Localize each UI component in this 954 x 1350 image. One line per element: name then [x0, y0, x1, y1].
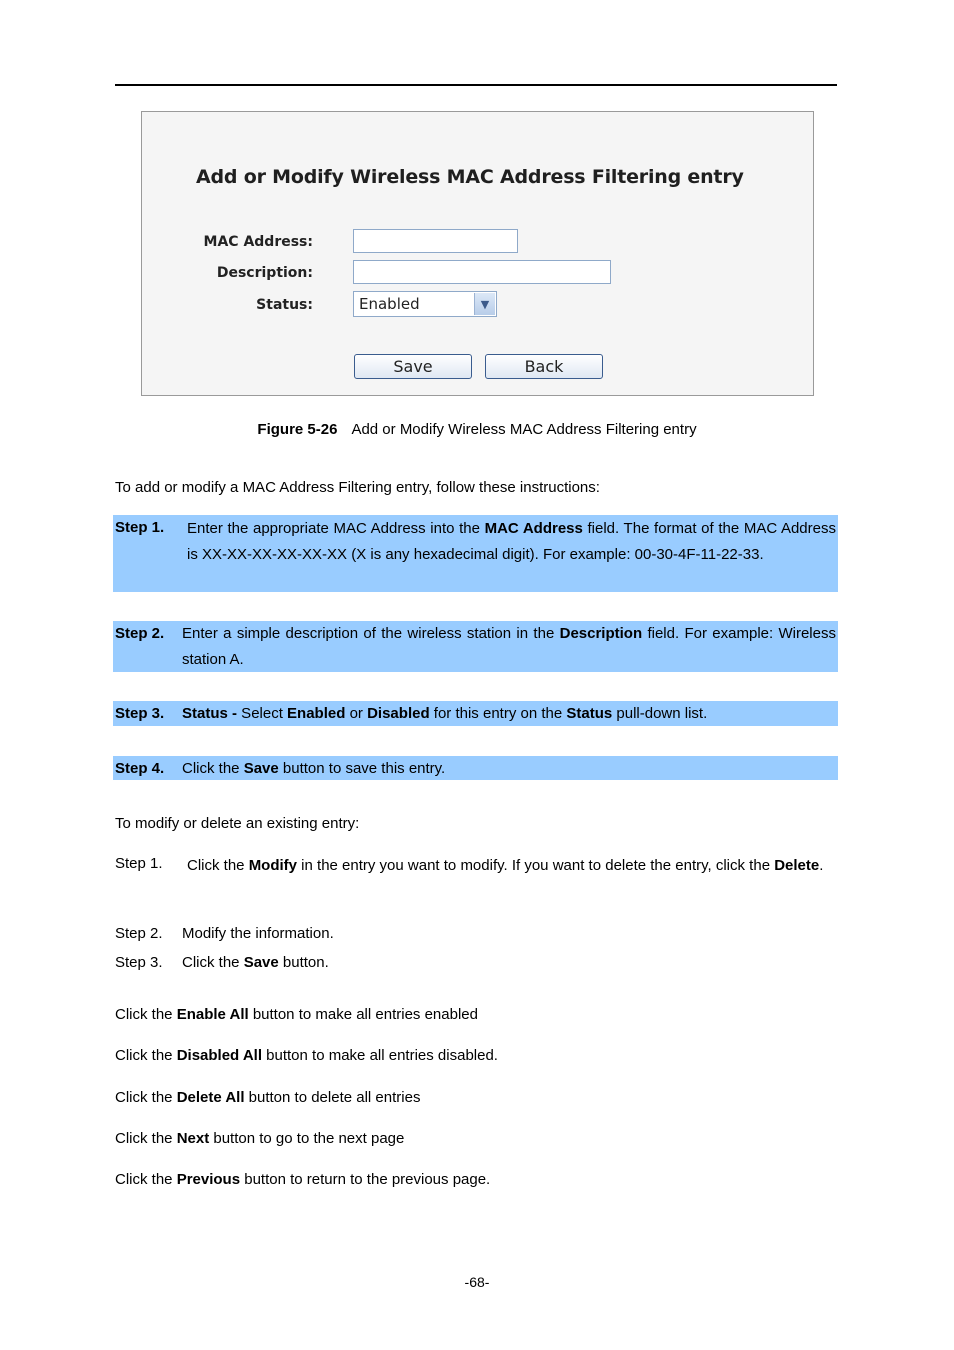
text-run: in the entry you want to modify. If you want to delete the entry, click the: [297, 857, 775, 874]
text-run: or: [345, 705, 368, 722]
bold-run: Description: [559, 625, 643, 642]
text-run: button to go to the next page: [209, 1130, 405, 1147]
status-select[interactable]: [353, 291, 497, 317]
text-run: Click the: [115, 1130, 177, 1147]
help-delete-all: [115, 1088, 420, 1108]
text-run: Enter a simple description of the wireless station in the: [182, 625, 560, 642]
bold-run: Enable All: [176, 1006, 249, 1023]
text-run: Click the: [115, 1006, 177, 1023]
text-run: Click the: [182, 954, 244, 971]
step-2-label: Step 2.: [115, 625, 165, 642]
bold-run: Disabled All: [176, 1047, 262, 1064]
status-select-value: Enabled: [359, 295, 420, 313]
modify-step-3: [0, 954, 954, 976]
step-4-box: [113, 756, 838, 780]
bold-run: Next: [176, 1130, 210, 1147]
text-run: Enter the appropriate MAC Address into the: [187, 520, 485, 537]
modify-step-1-label: Step 1.: [115, 855, 163, 872]
step-1-text: [187, 516, 836, 568]
text-run: Click the: [115, 1047, 177, 1064]
figure-screenshot: [141, 111, 814, 396]
bold-run: Status -: [182, 705, 238, 722]
step-1-label: Step 1.: [115, 519, 165, 536]
text-run: button to return to the previous page.: [240, 1171, 491, 1188]
bold-run: Delete: [774, 857, 820, 874]
text-run: Select: [237, 705, 288, 722]
bold-run: Previous: [176, 1171, 241, 1188]
page-number: -68-: [464, 1274, 490, 1290]
step-3-text: [182, 701, 836, 727]
intro-paragraph: To add or modify a MAC Address Filtering entry, follow these instructions:: [115, 479, 600, 496]
text-run: button to delete all entries: [244, 1089, 421, 1106]
step-2-text: [182, 621, 836, 673]
figure-caption-text: Add or Modify Wireless MAC Address Filtering entry: [351, 421, 697, 438]
modify-step-1-text: [187, 851, 836, 880]
save-button[interactable]: Save: [354, 354, 472, 379]
bold-run: Enabled: [287, 705, 346, 722]
step-1-box: [113, 515, 838, 592]
bold-run: MAC Address: [484, 520, 583, 537]
text-run: field. The format of the MAC Address is XX-XX-XX-XX-XX-XX (X is any hexadecimal digit). For example: 00-30-4F-11-22-33.: [187, 520, 836, 563]
modify-step-2-text: Modify the information.: [182, 925, 334, 942]
step-4-label: Step 4.: [115, 760, 165, 777]
text-run: button to make all entries enabled: [248, 1006, 478, 1023]
step-3-box: [113, 701, 838, 726]
mac-address-input[interactable]: [353, 229, 518, 253]
back-button[interactable]: Back: [485, 354, 603, 379]
modify-intro: To modify or delete an existing entry:: [115, 815, 360, 832]
description-label: Description:: [216, 265, 313, 281]
header-rule: [115, 84, 837, 86]
bold-run: Disabled: [367, 705, 430, 722]
text-run: Click the: [115, 1089, 177, 1106]
modify-step-1: [0, 851, 954, 911]
text-run: button to save this entry.: [278, 760, 446, 777]
figure-caption: [0, 421, 954, 438]
step-3-label: Step 3.: [115, 705, 165, 722]
step-4-text: [182, 756, 836, 782]
bold-run: Save: [243, 954, 279, 971]
text-run: for this entry on the: [429, 705, 567, 722]
figure-title: Add or Modify Wireless MAC Address Filtering entry: [196, 166, 744, 188]
modify-step-2: [0, 925, 954, 947]
text-run: button to make all entries disabled.: [262, 1047, 498, 1064]
text-run: Click the: [182, 760, 244, 777]
text-run: field. For example: Wireless station A.: [182, 625, 836, 668]
text-run: .: [819, 857, 824, 874]
bold-run: Modify: [248, 857, 298, 874]
modify-step-3-label: Step 3.: [115, 954, 163, 971]
help-previous: [115, 1170, 490, 1190]
mac-address-label: MAC Address:: [203, 234, 313, 250]
status-label: Status:: [256, 297, 313, 313]
text-run: button.: [278, 954, 329, 971]
step-2-box: [113, 621, 838, 672]
modify-step-2-label: Step 2.: [115, 925, 163, 942]
help-next: [115, 1129, 404, 1149]
help-disabled-all: [115, 1046, 498, 1066]
figure-number: Figure 5-26: [257, 421, 338, 438]
text-run: Click the: [187, 857, 249, 874]
description-input[interactable]: [353, 260, 611, 284]
bold-run: Delete All: [176, 1089, 245, 1106]
text-run: pull-down list.: [612, 705, 708, 722]
text-run: Click the: [115, 1171, 177, 1188]
modify-step-3-text: [182, 954, 329, 971]
bold-run: Save: [243, 760, 279, 777]
chevron-down-icon[interactable]: ▼: [474, 293, 495, 315]
bold-run: Status: [566, 705, 613, 722]
help-enable-all: [115, 1005, 478, 1025]
